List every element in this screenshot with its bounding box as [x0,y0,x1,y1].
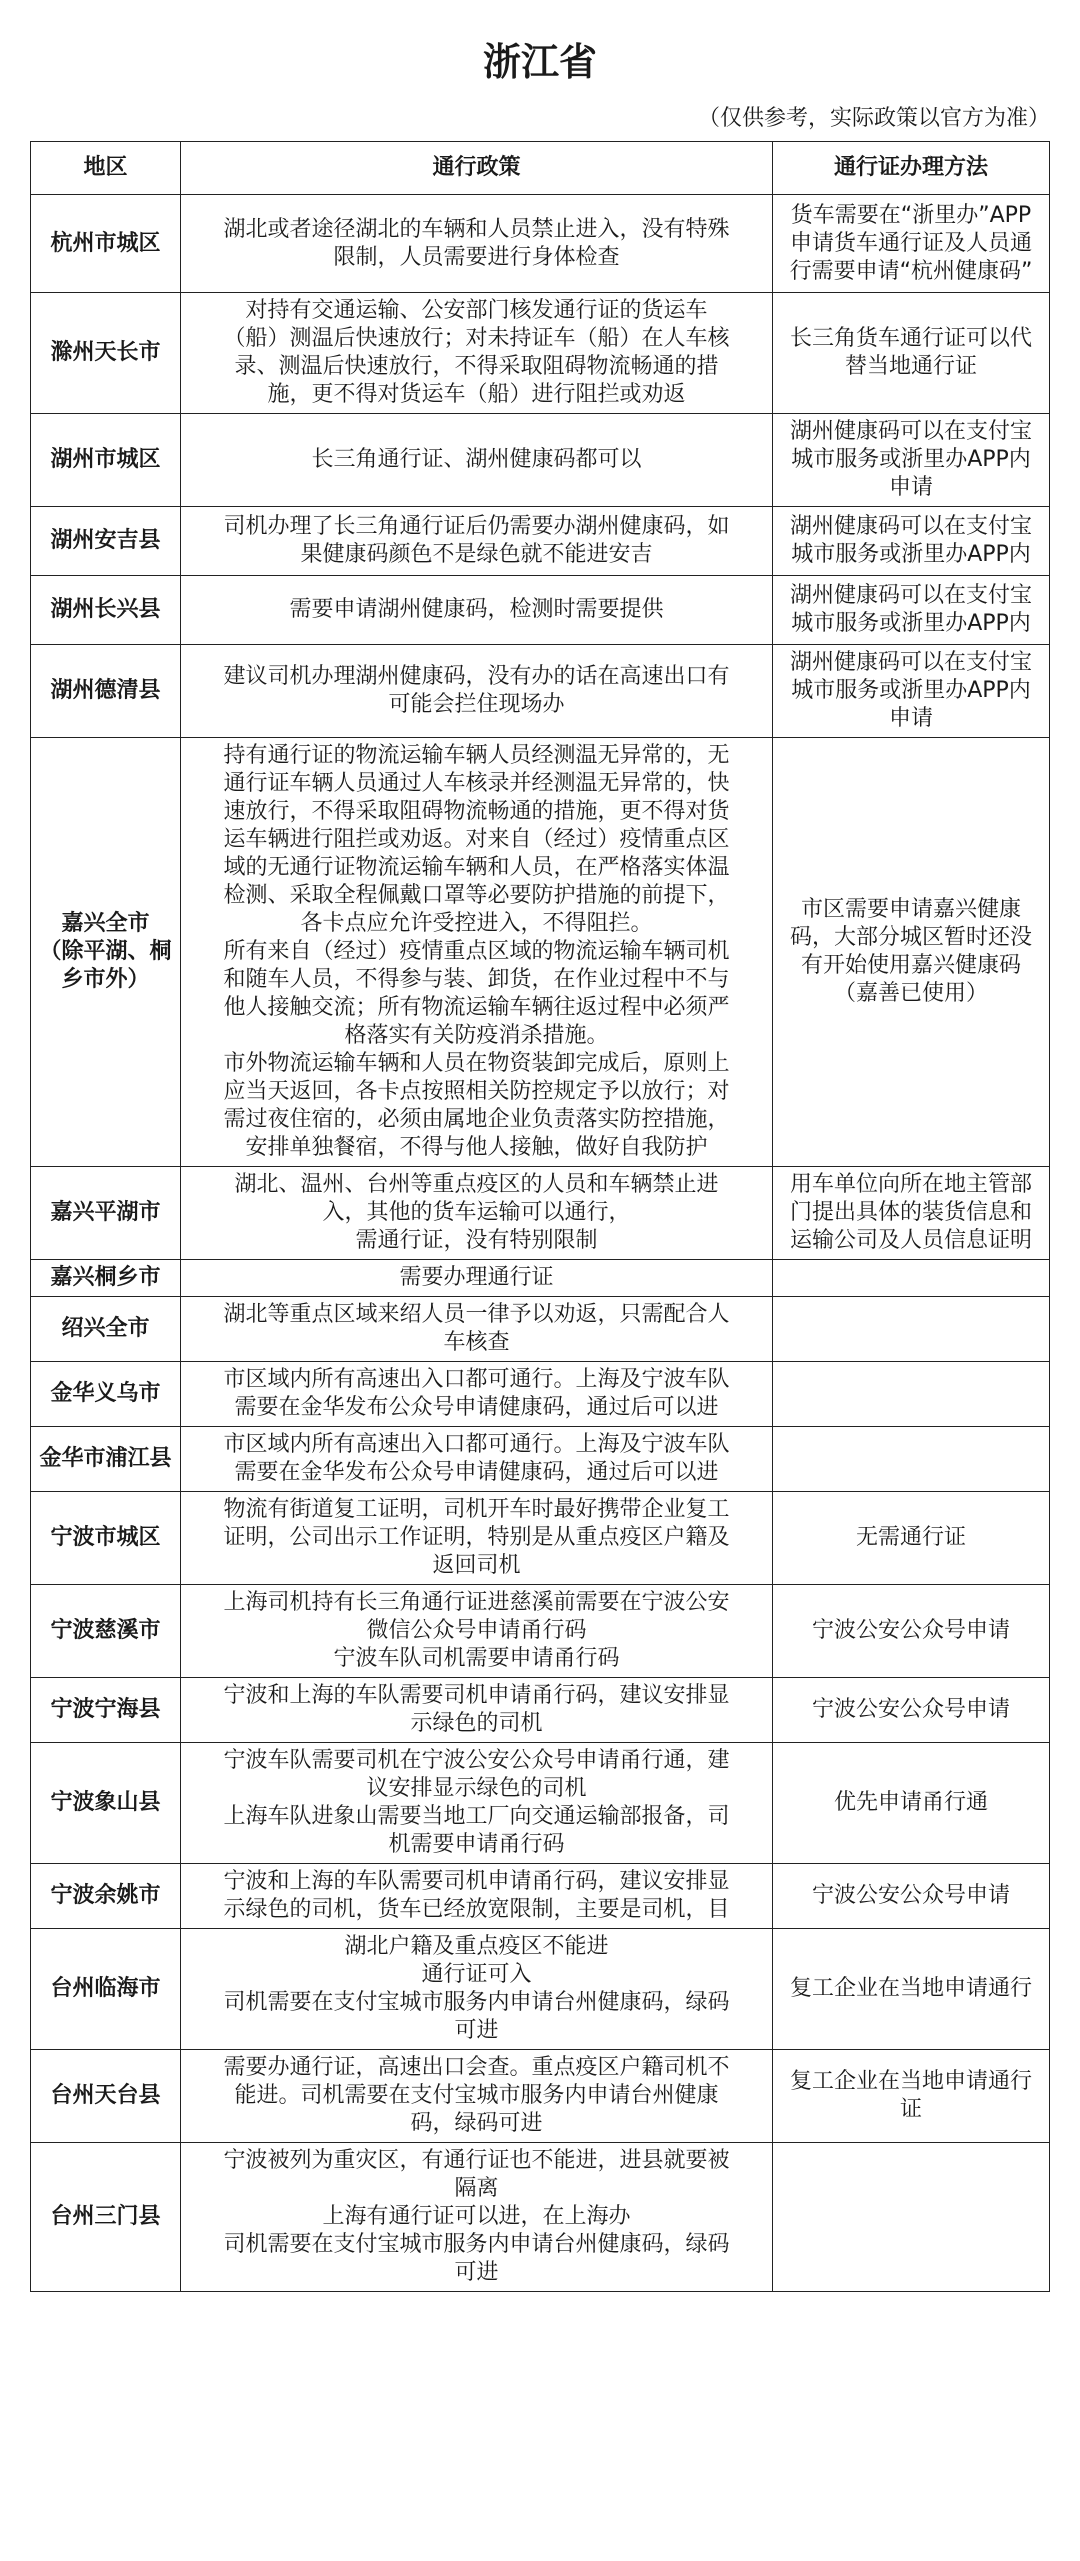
region-cell: 台州临海市 [31,1929,181,2050]
table-row [31,1864,1050,1929]
table-row [31,1678,1050,1743]
policy-cell: 宁波和上海的车队需要司机申请甬行码，建议安排显 示绿色的司机 [181,1678,773,1743]
policy-cell: 司机办理了长三角通行证后仍需要办湖州健康码，如 果健康码颜色不是绿色就不能进安吉 [181,507,773,576]
region-cell: 宁波宁海县 [31,1678,181,1743]
region-cell: 台州三门县 [31,2143,181,2292]
table-row [31,1427,1050,1492]
policy-cell: 持有通行证的物流运输车辆人员经测温无异常的，无 通行证车辆人员通过人车核录并经测温无异常的，快 速放行，不得采取阻碍物流畅通的措施，更不得对货 运车辆进行阻拦或劝返。对来自（经过）疫情重点区 域的无通行证物流运输车辆和人员，在严格落实体温 检测、采取全程佩戴口罩等必要防护措施的前提下， 各卡点应允许受控进入，不得阻拦。 所有来自（经过）疫情重点区域的物流运输车辆司机 和随车人员，不得参与装、卸货，在作业过程中不与 他人接触交流；所有物流运输车辆往返过程中必须严 格落实有关防疫消杀措施。 市外物流运输车辆和人员在物资装卸完成后，原则上 应当天返回，各卡点按照相关防控规定予以放行；对 需过夜住宿的，必须由属地企业负责落实防控措施， 安排单独餐宿，不得与他人接触，做好自我防护 [181,738,773,1167]
method-cell [773,1427,1050,1492]
header-region: 地区 [31,142,181,195]
method-cell: 货车需要在“浙里办”APP 申请货车通行证及人员通 行需要申请“杭州健康码” [773,195,1050,293]
policy-cell: 湖北、温州、台州等重点疫区的人员和车辆禁止进 入，其他的货车运输可以通行， 需通行证，没有特别限制 [181,1167,773,1260]
policy-cell: 湖北户籍及重点疫区不能进 通行证可入 司机需要在支付宝城市服务内申请台州健康码，绿码 可进 [181,1929,773,2050]
method-cell: 优先申请甬行通 [773,1743,1050,1864]
header-method: 通行证办理方法 [773,142,1050,195]
region-cell: 滁州天长市 [31,293,181,414]
table-row [31,1167,1050,1260]
policy-cell: 市区域内所有高速出入口都可通行。上海及宁波车队 需要在金华发布公众号申请健康码，通过后可以进 [181,1427,773,1492]
table-row [31,738,1050,1167]
region-cell: 嘉兴桐乡市 [31,1260,181,1297]
table-row [31,2050,1050,2143]
policy-cell: 湖北等重点区域来绍人员一律予以劝返，只需配合人 车核查 [181,1297,773,1362]
region-cell: 嘉兴平湖市 [31,1167,181,1260]
policy-cell: 湖北或者途径湖北的车辆和人员禁止进入，没有特殊 限制，人员需要进行身体检查 [181,195,773,293]
table-row [31,1260,1050,1297]
table-row [31,1362,1050,1427]
method-cell: 湖州健康码可以在支付宝 城市服务或浙里办APP内 申请 [773,645,1050,738]
region-cell: 湖州长兴县 [31,576,181,645]
method-cell: 宁波公安公众号申请 [773,1678,1050,1743]
method-cell: 复工企业在当地申请通行 [773,1929,1050,2050]
table-row [31,507,1050,576]
policy-cell: 长三角通行证、湖州健康码都可以 [181,414,773,507]
table-row [31,293,1050,414]
region-cell: 宁波市城区 [31,1492,181,1585]
method-cell: 长三角货车通行证可以代 替当地通行证 [773,293,1050,414]
page-title: 浙江省 [482,40,597,84]
method-cell: 复工企业在当地申请通行 证 [773,2050,1050,2143]
region-cell: 台州天台县 [31,2050,181,2143]
disclaimer-note: （仅供参考，实际政策以官方为准） [697,106,1050,131]
method-cell: 宁波公安公众号申请 [773,1585,1050,1678]
region-cell: 金华市浦江县 [31,1427,181,1492]
table-row [31,195,1050,293]
policy-cell: 上海司机持有长三角通行证进慈溪前需要在宁波公安 微信公众号申请甬行码 宁波车队司机需要申请甬行码 [181,1585,773,1678]
method-cell: 宁波公安公众号申请 [773,1864,1050,1929]
table-row [31,1297,1050,1362]
region-cell: 嘉兴全市 （除平湖、桐 乡市外） [31,738,181,1167]
table-body [31,195,1050,2292]
table-row [31,414,1050,507]
method-cell: 湖州健康码可以在支付宝 城市服务或浙里办APP内 申请 [773,414,1050,507]
table-header-row [31,142,1050,195]
region-cell: 宁波象山县 [31,1743,181,1864]
method-cell: 无需通行证 [773,1492,1050,1585]
policy-cell: 宁波车队需要司机在宁波公安公众号申请甬行通，建 议安排显示绿色的司机 上海车队进象山需要当地工厂向交通运输部报备，司 机需要申请甬行码 [181,1743,773,1864]
table-row [31,645,1050,738]
region-cell: 杭州市城区 [31,195,181,293]
policy-cell: 宁波和上海的车队需要司机申请甬行码，建议安排显 示绿色的司机，货车已经放宽限制，主要是司机，目 [181,1864,773,1929]
policy-cell: 需要办理通行证 [181,1260,773,1297]
policy-cell: 市区域内所有高速出入口都可通行。上海及宁波车队 需要在金华发布公众号申请健康码，通过后可以进 [181,1362,773,1427]
policy-cell: 需要办通行证，高速出口会查。重点疫区户籍司机不 能进。司机需要在支付宝城市服务内申请台州健康 码，绿码可进 [181,2050,773,2143]
policy-cell: 物流有街道复工证明，司机开车时最好携带企业复工 证明，公司出示工作证明，特别是从重点疫区户籍及 返回司机 [181,1492,773,1585]
region-cell: 金华义乌市 [31,1362,181,1427]
policy-cell: 建议司机办理湖州健康码，没有办的话在高速出口有 可能会拦住现场办 [181,645,773,738]
region-cell: 湖州德清县 [31,645,181,738]
header-policy: 通行政策 [181,142,773,195]
table-row [31,1929,1050,2050]
method-cell: 湖州健康码可以在支付宝 城市服务或浙里办APP内 [773,576,1050,645]
policy-cell: 宁波被列为重灾区，有通行证也不能进，进县就要被 隔离 上海有通行证可以进，在上海办 司机需要在支付宝城市服务内申请台州健康码，绿码 可进 [181,2143,773,2292]
table-row [31,1585,1050,1678]
policy-cell: 对持有交通运输、公安部门核发通行证的货运车 （船）测温后快速放行；对未持证车（船）在人车核 录、测温后快速放行，不得采取阻碍物流畅通的措 施，更不得对货运车（船）进行阻拦或劝返 [181,293,773,414]
method-cell: 用车单位向所在地主管部 门提出具体的装货信息和 运输公司及人员信息证明 [773,1167,1050,1260]
table-row [31,1743,1050,1864]
method-cell [773,2143,1050,2292]
method-cell [773,1297,1050,1362]
region-cell: 绍兴全市 [31,1297,181,1362]
table-row [31,1492,1050,1585]
policy-cell: 需要申请湖州健康码，检测时需要提供 [181,576,773,645]
region-cell: 湖州市城区 [31,414,181,507]
method-cell: 市区需要申请嘉兴健康 码，大部分城区暂时还没 有开始使用嘉兴健康码 （嘉善已使用） [773,738,1050,1167]
region-cell: 宁波慈溪市 [31,1585,181,1678]
table-row [31,2143,1050,2292]
method-cell [773,1260,1050,1297]
policy-table [30,141,1050,2292]
region-cell: 湖州安吉县 [31,507,181,576]
method-cell: 湖州健康码可以在支付宝 城市服务或浙里办APP内 [773,507,1050,576]
method-cell [773,1362,1050,1427]
table-row [31,576,1050,645]
region-cell: 宁波余姚市 [31,1864,181,1929]
